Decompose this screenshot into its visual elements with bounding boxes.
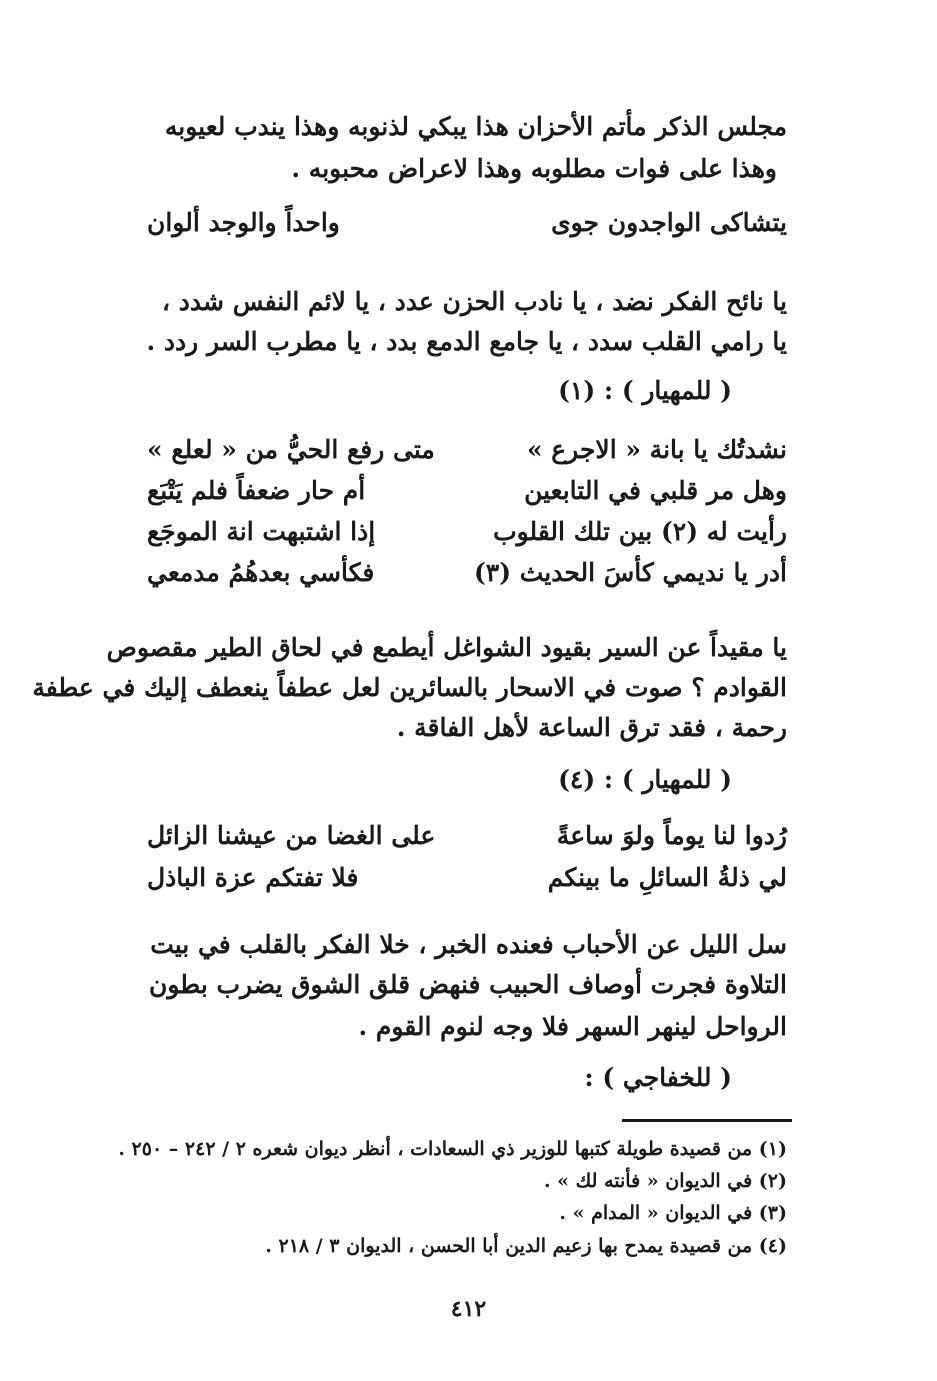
paragraph-3-line-1: يا مقيداً عن السير بقيود الشواغل أيطمع في لحاق الطير مقصوص bbox=[106, 633, 787, 662]
verse-hemistich-right: لي ذلةُ السائلِ ما بينكم bbox=[547, 863, 787, 892]
footnote-3: (٣) في الديوان « المدام » . bbox=[559, 1202, 787, 1224]
footnote-divider bbox=[622, 1119, 792, 1122]
verse-hemistich-left: فلا تفتكم عزة الباذل bbox=[147, 863, 359, 892]
verse-line bbox=[147, 514, 787, 550]
poet-attribution: ( للخفاجي ) : bbox=[584, 1063, 732, 1092]
paragraph-4-line-2: التلاوة فجرت أوصاف الحبيب فنهض قلق الشوق يضرب بطون bbox=[149, 970, 787, 999]
verse-line bbox=[147, 818, 787, 854]
footnote-2: (٢) في الديوان « فأنته لك » . bbox=[543, 1170, 787, 1192]
verse-hemistich-right: يتشاكى الواجدون جوى bbox=[551, 208, 787, 237]
verse-hemistich-right: أدر يا نديمي كأسَ الحديث (٣) bbox=[473, 558, 787, 587]
verse-line bbox=[147, 555, 787, 591]
paragraph-1-line-2: وهذا على فوات مطلوبه وهذا لاعراض محبوبه . bbox=[291, 154, 777, 183]
paragraph-3-line-2: القوادم ؟ صوت في الاسحار بالسائرين لعل عطفاً ينعطف إليك في عطفة bbox=[32, 673, 787, 702]
verse-line bbox=[147, 432, 787, 468]
verse-hemistich-left: فكأسي بعدهُمُ مدمعي bbox=[147, 558, 375, 587]
verse-hemistich-left: واحداً والوجد ألوان bbox=[147, 208, 340, 237]
paragraph-1-line-1: مجلس الذكر مأتم الأحزان هذا يبكي لذنوبه وهذا يندب لعيوبه bbox=[164, 112, 787, 141]
verse-hemistich-right: رُدوا لنا يوماً ولوَ ساعةً bbox=[556, 821, 787, 850]
paragraph-4-line-1: سل الليل عن الأحباب فعنده الخبر ، خلا الفكر بالقلب في بيت bbox=[150, 930, 787, 959]
poet-attribution: ( للمهيار ) : (٤) bbox=[558, 765, 732, 794]
verse-hemistich-left: على الغضا من عيشنا الزائل bbox=[147, 821, 436, 850]
verse-line bbox=[147, 205, 787, 241]
verse-line bbox=[147, 473, 787, 509]
paragraph-4-line-3: الرواحل لينهر السهر فلا وجه لنوم القوم . bbox=[358, 1012, 787, 1041]
footnote-4: (٤) من قصيدة يمدح بها زعيم الدين أبا الحسن ، الديوان ٣ / ٢١٨ . bbox=[265, 1235, 787, 1257]
verse-hemistich-left: أم حار ضعفاً فلم يَتْبَع bbox=[147, 476, 366, 505]
poet-attribution: ( للمهيار ) : (١) bbox=[558, 376, 732, 405]
verse-hemistich-right: رأيت له (٢) بين تلك القلوب bbox=[493, 517, 787, 546]
verse-line bbox=[147, 860, 787, 896]
paragraph-2-line-1: يا نائح الفكر نضد ، يا نادب الحزن عدد ، يا لائم النفس شدد ، bbox=[162, 287, 787, 316]
footnote-1: (١) من قصيدة طويلة كتبها للوزير ذي السعادات ، أنظر ديوان شعره ٢ / ٢٤٢ – ٢٥٠ . bbox=[118, 1138, 787, 1160]
verse-hemistich-right: نشدتُك يا بانة « الاجرع » bbox=[526, 435, 787, 464]
paragraph-3-line-3: رحمة ، فقد ترق الساعة لأهل الفاقة . bbox=[396, 713, 787, 742]
verse-hemistich-left: متى رفع الحيُّ من « لعلع » bbox=[147, 435, 435, 464]
verse-hemistich-right: وهل مر قلبي في التابعين bbox=[524, 476, 787, 505]
paragraph-2-line-2: يا رامي القلب سدد ، يا جامع الدمع بدد ، يا مطرب السر ردد . bbox=[146, 327, 787, 356]
page-number: ٤١٢ bbox=[450, 1296, 487, 1322]
verse-hemistich-left: إذا اشتبهت انة الموجَع bbox=[147, 517, 376, 546]
